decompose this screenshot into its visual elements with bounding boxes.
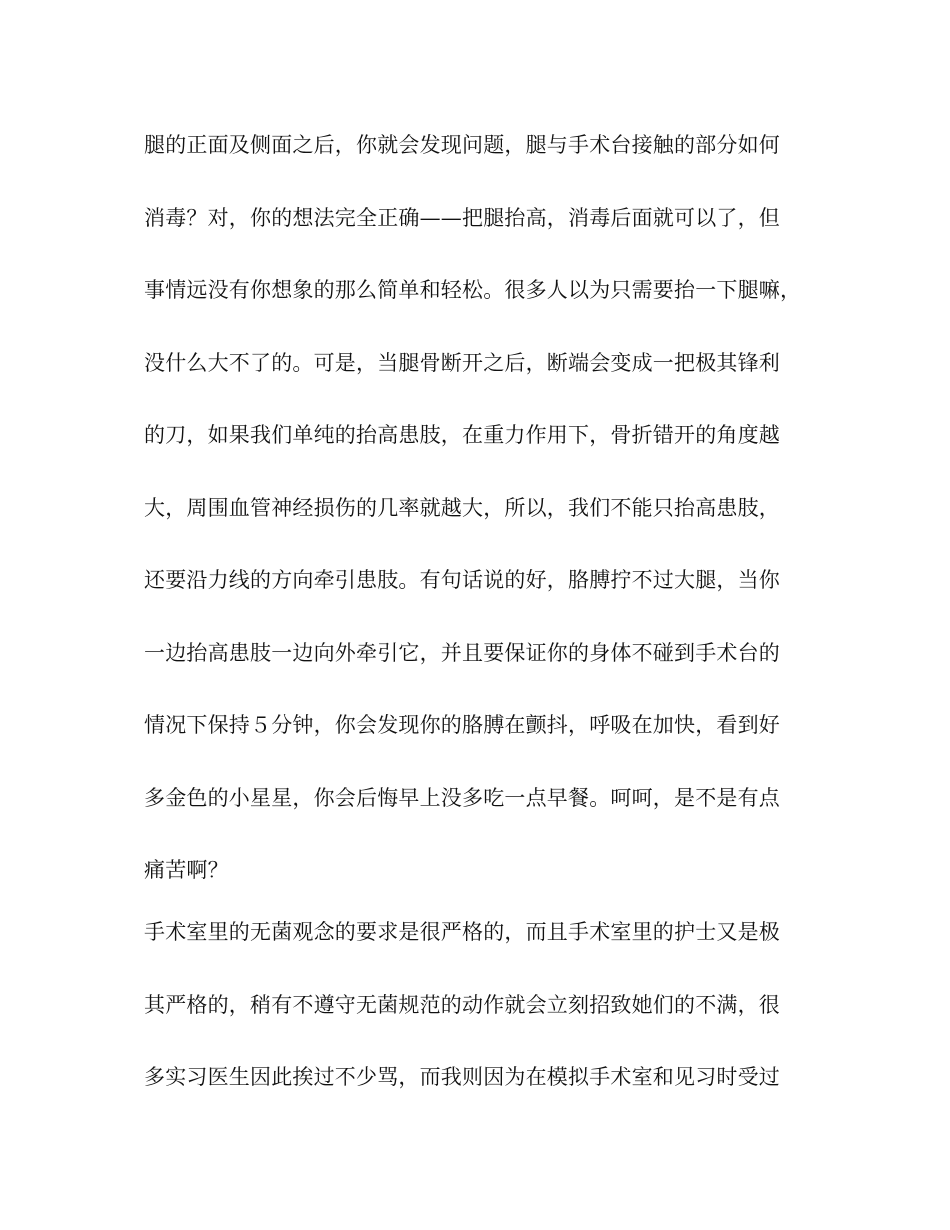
text-line: 手术室里的无菌观念的要求是很严格的，而且手术室里的护士又是极 [144, 920, 780, 944]
text-line: 没什么大不了的。可是，当腿骨断开之后，断端会变成一把极其锋利 [144, 351, 780, 375]
text-line: 腿的正面及侧面之后，你就会发现问题，腿与手术台接触的部分如何 [144, 133, 780, 157]
text-line: 其严格的，稍有不遵守无菌规范的动作就会立刻招致她们的不满，很 [144, 993, 780, 1017]
text-line: 多实习医生因此挨过不少骂，而我则因为在模拟手术室和见习时受过 [144, 1065, 780, 1089]
text-line: 消毒？对，你的想法完全正确——把腿抬高，消毒后面就可以了，但 [144, 206, 780, 230]
text-line: 大，周围血管神经损伤的几率就越大，所以，我们不能只抬高患肢， [144, 496, 780, 520]
text-line: 痛苦啊？ [144, 858, 229, 882]
text-line: 还要沿力线的方向牵引患肢。有句话说的好，胳膊拧不过大腿，当你 [144, 568, 780, 592]
text-line: 多金色的小星星，你会后悔早上没多吃一点早餐。呵呵，是不是有点 [144, 786, 780, 810]
text-line: 情况下保持５分钟，你会发现你的胳膊在颤抖，呼吸在加快，看到好 [144, 713, 780, 737]
text-line: 事情远没有你想象的那么简单和轻松。很多人以为只需要抬一下腿嘛， [144, 278, 802, 302]
text-line: 的刀，如果我们单纯的抬高患肢，在重力作用下，骨折错开的角度越 [144, 423, 780, 447]
text-line: 一边抬高患肢一边向外牵引它，并且要保证你的身体不碰到手术台的 [144, 641, 780, 665]
